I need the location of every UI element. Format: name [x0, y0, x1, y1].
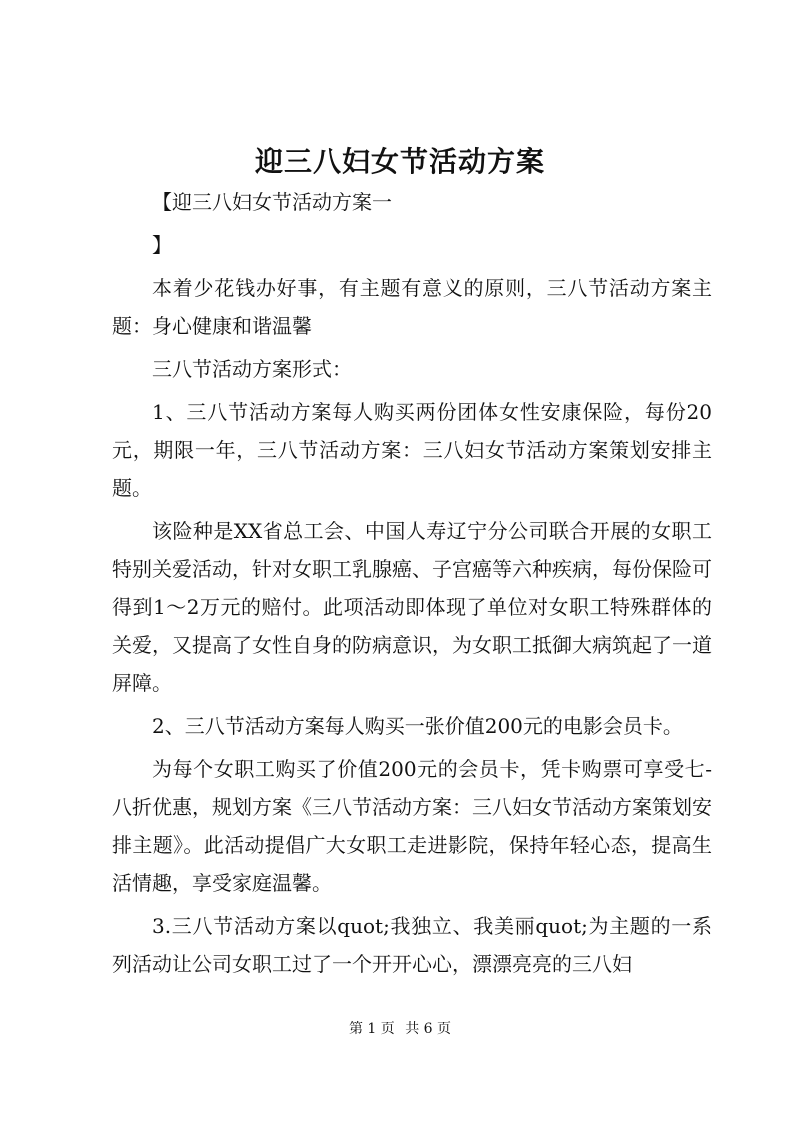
paragraph: 2、三八节活动方案每人购买一张价值200元的电影会员卡。 — [152, 714, 683, 738]
paragraph: 【迎三八妇女节活动方案一 — [152, 190, 392, 214]
document-body — [112, 183, 712, 988]
paragraph: 为每个女职工购买了价值200元的会员卡，凭卡购票可享受七-八折优惠，规划方案《三八节活动方案：三八妇女节活动方案策划安排主题》。此活动提倡广大女职工走进影院，保持年轻心态，提高生活情趣，享受家庭温馨。 — [112, 757, 712, 895]
paragraph: 】 — [152, 233, 172, 257]
document-title: 迎三八妇女节活动方案 — [254, 145, 545, 178]
paragraph: 三八节活动方案形式： — [152, 357, 352, 381]
page-footer — [0, 1018, 800, 1038]
page-number: 第 1 页 — [348, 1021, 395, 1037]
paragraph: 3.三八节活动方案以quot;我独立、我美丽quot;为主题的一系列活动让公司女职工过了一个开开心心，漂漂亮亮的三八妇 — [112, 914, 712, 976]
paragraph: 该险种是XX省总工会、中国人寿辽宁分公司联合开展的女职工特别关爱活动，针对女职工乳腺癌、子宫癌等六种疾病，每份保险可得到1～2万元的赔付。此项活动即体现了单位对女职工特殊群体的关爱，又提高了女性自身的防病意识，为女职工抵御大病筑起了一道屏障。 — [112, 519, 712, 695]
page-total: 共 6 页 — [405, 1021, 452, 1037]
paragraph: 本着少花钱办好事，有主题有意义的原则，三八节活动方案主题：身心健康和谐温馨 — [112, 276, 712, 338]
paragraph: 1、三八节活动方案每人购买两份团体女性安康保险，每份20元，期限一年，三八节活动方案：三八妇女节活动方案策划安排主题。 — [112, 400, 712, 500]
